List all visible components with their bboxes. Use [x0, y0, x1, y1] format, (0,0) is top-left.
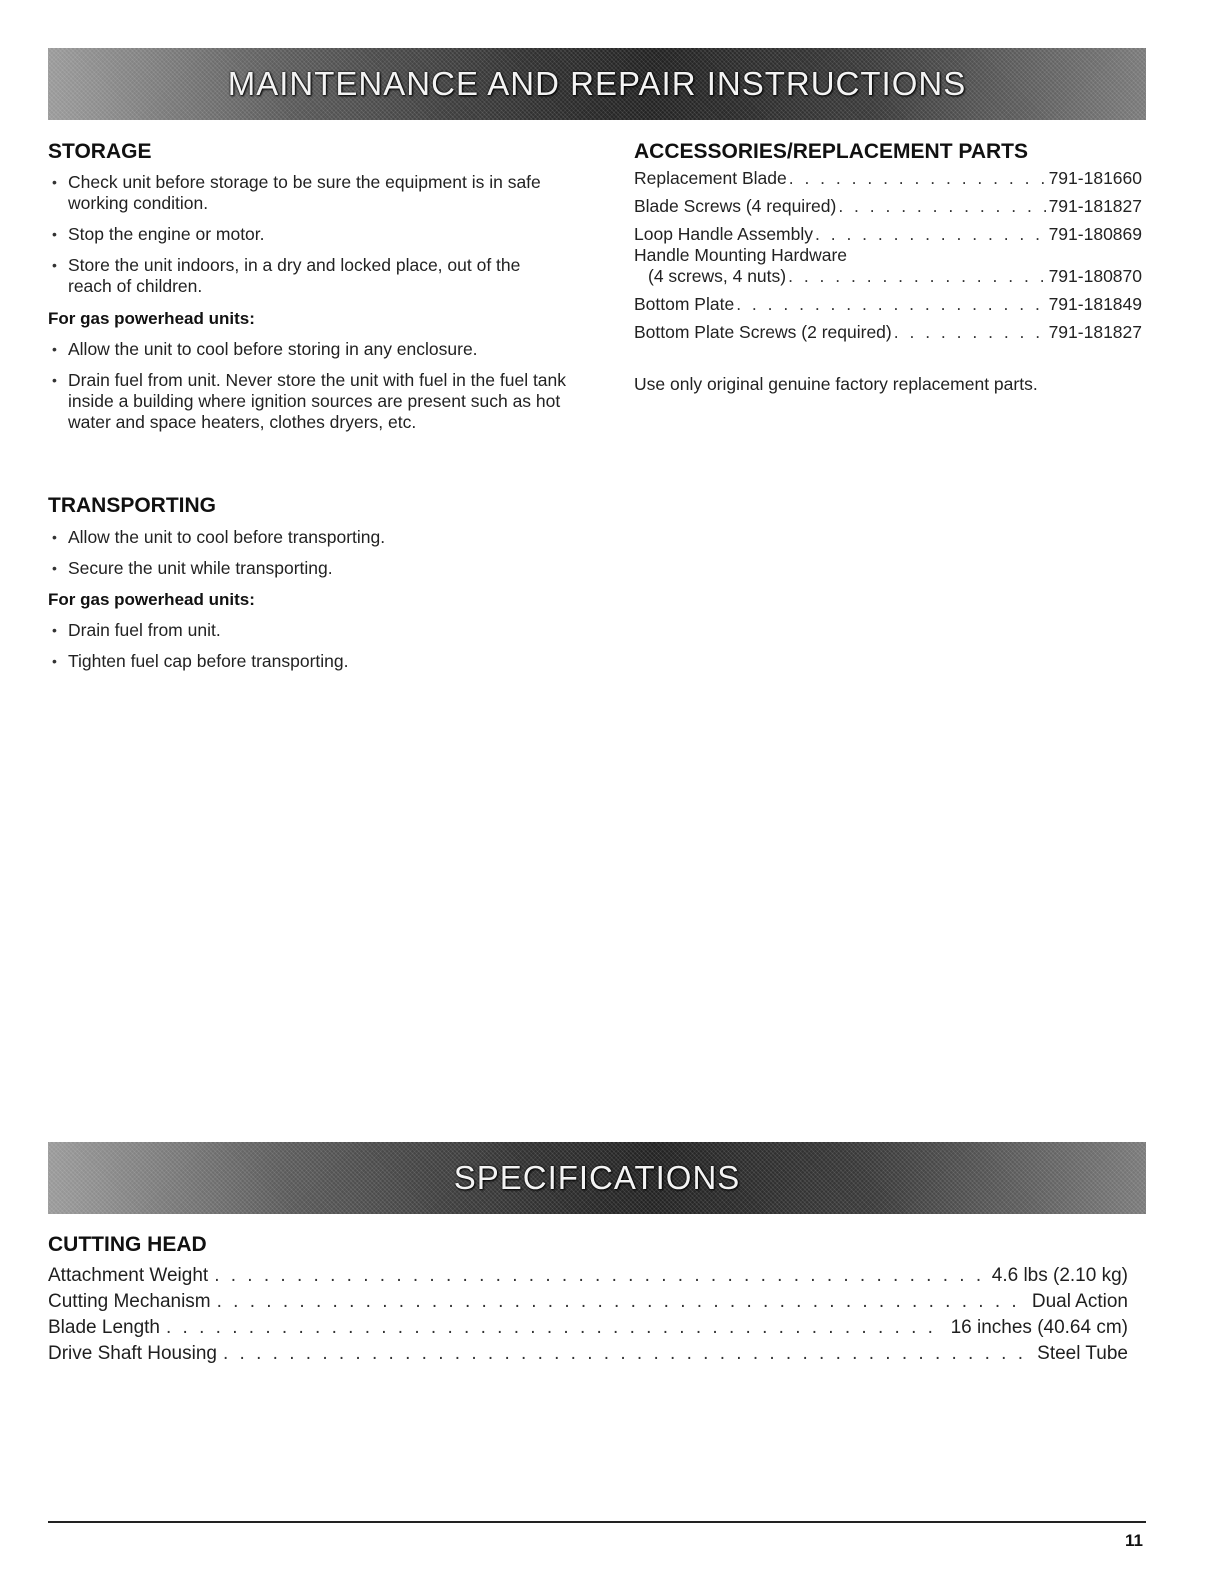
- spec-row: [48, 1315, 1128, 1341]
- transporting-heading: TRANSPORTING: [48, 494, 216, 517]
- part-label: (4 screws, 4 nuts): [648, 266, 787, 286]
- part-number: 791-180870: [1048, 266, 1142, 286]
- dot-leader: [815, 224, 1047, 245]
- spec-table: [48, 1263, 1128, 1367]
- spec-label: Attachment Weight: [48, 1265, 209, 1286]
- dot-leader: [894, 322, 1047, 343]
- list-item: • Secure the unit while transporting.: [48, 558, 568, 579]
- dot-leader: [789, 168, 1047, 189]
- dot-leader: [217, 1289, 1026, 1315]
- spec-value: Dual Action: [1031, 1291, 1128, 1312]
- dot-leader: [838, 196, 1046, 217]
- list-item: • Drain fuel from unit. Never store the unit with fuel in the fuel tank inside a building where ignition sources are present such as hot water and space heaters, clothes dryers, etc.: [48, 370, 568, 433]
- transporting-gas-list: [48, 620, 568, 672]
- part-number: 791-181849: [1048, 294, 1142, 314]
- list-item: • Drain fuel from unit.: [48, 620, 568, 641]
- part-row: [634, 224, 1142, 245]
- part-number: 791-181827: [1048, 196, 1142, 216]
- spec-row: [48, 1289, 1128, 1315]
- part-label: Bottom Plate Screws (2 required): [634, 322, 892, 342]
- dot-leader: [736, 294, 1046, 315]
- parts-note: Use only original genuine factory replacement parts.: [634, 374, 1038, 394]
- list-item: • Store the unit indoors, in a dry and locked place, out of the reach of children.: [48, 255, 568, 297]
- accessories-heading: ACCESSORIES/REPLACEMENT PARTS: [634, 140, 1028, 163]
- transporting-list: [48, 527, 568, 579]
- part-label: Replacement Blade: [634, 168, 787, 188]
- dot-leader: [166, 1315, 945, 1341]
- list-item: • Tighten fuel cap before transporting.: [48, 651, 568, 672]
- part-row: [634, 294, 1142, 315]
- part-row: [634, 322, 1142, 343]
- list-item: • Allow the unit to cool before storing in any enclosure.: [48, 339, 568, 360]
- page-number: 11: [1125, 1531, 1143, 1550]
- cutting-head-heading: CUTTING HEAD: [48, 1233, 207, 1256]
- maintenance-banner: [48, 48, 1146, 120]
- spec-label: Blade Length: [48, 1317, 160, 1338]
- part-row: [634, 266, 1142, 287]
- footer-rule: [48, 1521, 1146, 1523]
- spec-value: 16 inches (40.64 cm): [950, 1317, 1128, 1338]
- storage-heading: STORAGE: [48, 140, 152, 163]
- part-number: 791-180869: [1048, 224, 1142, 244]
- part-label: Bottom Plate: [634, 294, 735, 314]
- specifications-title: SPECIFICATIONS: [453, 1159, 741, 1196]
- parts-list: [634, 168, 1142, 343]
- storage-list: [48, 172, 568, 297]
- specifications-banner: [48, 1142, 1146, 1214]
- part-label: Blade Screws (4 required): [634, 196, 837, 216]
- spec-value: 4.6 lbs (2.10 kg): [991, 1265, 1128, 1286]
- maintenance-title: MAINTENANCE AND REPAIR INSTRUCTIONS: [227, 65, 967, 102]
- list-item: • Check unit before storage to be sure the equipment is in safe working condition.: [48, 172, 568, 214]
- spec-label: Cutting Mechanism: [48, 1291, 211, 1312]
- storage-gas-list: [48, 339, 568, 433]
- dot-leader: [788, 266, 1046, 287]
- transporting-gas-heading: For gas powerhead units:: [48, 590, 255, 609]
- part-number: 791-181827: [1048, 322, 1142, 342]
- part-group-heading: [634, 245, 1142, 266]
- part-row: [634, 168, 1142, 189]
- spec-label: Drive Shaft Housing: [48, 1343, 217, 1364]
- dot-leader: [214, 1263, 986, 1289]
- spec-row: [48, 1341, 1128, 1367]
- spec-row: [48, 1263, 1128, 1289]
- part-number: 791-181660: [1048, 168, 1142, 188]
- dot-leader: [223, 1341, 1031, 1367]
- spec-value: Steel Tube: [1037, 1343, 1128, 1364]
- list-item: • Stop the engine or motor.: [48, 224, 568, 245]
- part-label: Loop Handle Assembly: [634, 224, 813, 244]
- list-item: • Allow the unit to cool before transporting.: [48, 527, 568, 548]
- part-row: [634, 196, 1142, 217]
- hardware-heading: Handle Mounting Hardware: [634, 245, 848, 265]
- storage-gas-heading: For gas powerhead units:: [48, 309, 255, 328]
